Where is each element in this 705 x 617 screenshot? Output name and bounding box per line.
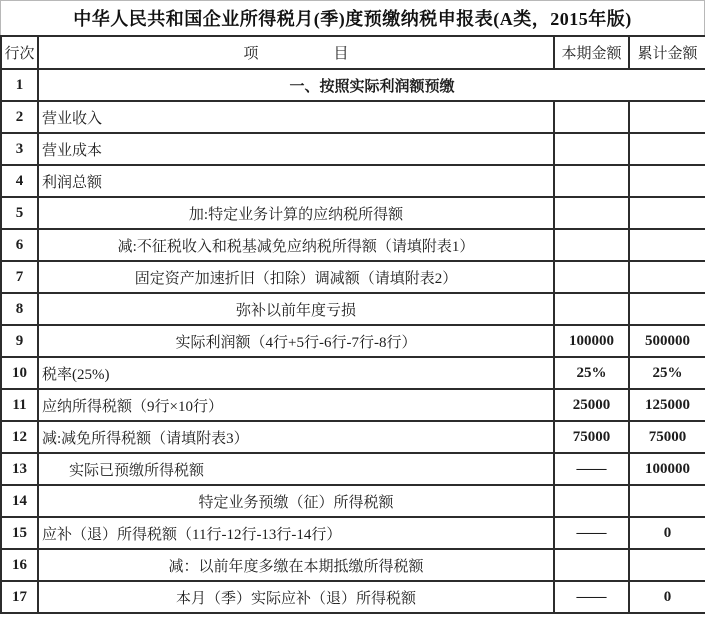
cumulative-amount-cell: [629, 293, 705, 325]
cumulative-amount-cell: [629, 197, 705, 229]
header-current-amount: 本期金额: [554, 36, 629, 69]
row-number-cell: 1: [1, 69, 38, 101]
item-cell: 应纳所得税额（9行×10行）: [38, 389, 554, 421]
current-amount-cell: 25000: [554, 389, 629, 421]
cumulative-amount-cell: 125000: [629, 389, 705, 421]
current-amount-cell: [554, 293, 629, 325]
current-amount-cell: ——: [554, 453, 629, 485]
table-row: [1, 357, 705, 389]
item-cell: 本月（季）实际应补（退）所得税额: [38, 581, 554, 613]
row-number-cell: 15: [1, 517, 38, 549]
item-cell: 营业成本: [38, 133, 554, 165]
current-amount-cell: [554, 133, 629, 165]
form-title: 中华人民共和国企业所得税月(季)度预缴纳税申报表(A类，2015年版): [0, 0, 705, 35]
item-cell: 加:特定业务计算的应纳税所得额: [38, 197, 554, 229]
row-number-cell: 12: [1, 421, 38, 453]
current-amount-cell: 25%: [554, 357, 629, 389]
cumulative-amount-cell: [629, 549, 705, 581]
row-number-cell: 7: [1, 261, 38, 293]
table-row: [1, 549, 705, 581]
row-number-cell: 16: [1, 549, 38, 581]
table-row: [1, 101, 705, 133]
table-row: [1, 197, 705, 229]
cumulative-amount-cell: [629, 261, 705, 293]
header-row: [1, 36, 705, 69]
row-number-cell: 5: [1, 197, 38, 229]
current-amount-cell: [554, 229, 629, 261]
cumulative-amount-cell: 500000: [629, 325, 705, 357]
table-row: [1, 389, 705, 421]
table-row: [1, 421, 705, 453]
row-number-cell: 10: [1, 357, 38, 389]
header-item: 项 目: [38, 36, 554, 69]
current-amount-cell: [554, 261, 629, 293]
item-cell: 实际已预缴所得税额: [38, 453, 554, 485]
item-cell: 减:减免所得税额（请填附表3）: [38, 421, 554, 453]
item-cell: 弥补以前年度亏损: [38, 293, 554, 325]
current-amount-cell: [554, 165, 629, 197]
row-number-cell: 8: [1, 293, 38, 325]
cumulative-amount-cell: [629, 101, 705, 133]
row-number-cell: 17: [1, 581, 38, 613]
row-number-cell: 2: [1, 101, 38, 133]
item-cell: 利润总额: [38, 165, 554, 197]
table-body: [1, 69, 705, 613]
current-amount-cell: [554, 101, 629, 133]
cumulative-amount-cell: [629, 485, 705, 517]
cumulative-amount-cell: [629, 133, 705, 165]
item-cell: 实际利润额（4行+5行-6行-7行-8行）: [38, 325, 554, 357]
row-number-cell: 14: [1, 485, 38, 517]
current-amount-cell: 100000: [554, 325, 629, 357]
row-number-cell: 4: [1, 165, 38, 197]
table-row: [1, 325, 705, 357]
current-amount-cell: [554, 549, 629, 581]
table-row: [1, 165, 705, 197]
item-cell: 营业收入: [38, 101, 554, 133]
cumulative-amount-cell: 25%: [629, 357, 705, 389]
table-row: [1, 517, 705, 549]
table-header: [1, 36, 705, 69]
row-number-cell: 9: [1, 325, 38, 357]
current-amount-cell: ——: [554, 581, 629, 613]
table-row: [1, 293, 705, 325]
current-amount-cell: [554, 485, 629, 517]
table-row: [1, 69, 705, 101]
table-row: [1, 229, 705, 261]
row-number-cell: 11: [1, 389, 38, 421]
current-amount-cell: ——: [554, 517, 629, 549]
header-row-number: 行次: [1, 36, 38, 69]
cumulative-amount-cell: 0: [629, 517, 705, 549]
cumulative-amount-cell: [629, 165, 705, 197]
table-row: [1, 485, 705, 517]
item-cell: 减:不征税收入和税基减免应纳税所得额（请填附表1）: [38, 229, 554, 261]
header-cumulative-amount: 累计金额: [629, 36, 705, 69]
table-row: [1, 133, 705, 165]
item-cell: 固定资产加速折旧（扣除）调减额（请填附表2）: [38, 261, 554, 293]
cumulative-amount-cell: 100000: [629, 453, 705, 485]
tax-form-table: [0, 35, 705, 614]
section-header-cell: 一、按照实际利润额预缴: [38, 69, 705, 101]
item-cell: 应补（退）所得税额（11行-12行-13行-14行）: [38, 517, 554, 549]
row-number-cell: 13: [1, 453, 38, 485]
row-number-cell: 3: [1, 133, 38, 165]
table-row: [1, 261, 705, 293]
table-row: [1, 453, 705, 485]
item-cell: 特定业务预缴（征）所得税额: [38, 485, 554, 517]
cumulative-amount-cell: 0: [629, 581, 705, 613]
cumulative-amount-cell: 75000: [629, 421, 705, 453]
row-number-cell: 6: [1, 229, 38, 261]
current-amount-cell: [554, 197, 629, 229]
cumulative-amount-cell: [629, 229, 705, 261]
item-cell: 减：以前年度多缴在本期抵缴所得税额: [38, 549, 554, 581]
current-amount-cell: 75000: [554, 421, 629, 453]
item-cell: 税率(25%): [38, 357, 554, 389]
table-row: [1, 581, 705, 613]
